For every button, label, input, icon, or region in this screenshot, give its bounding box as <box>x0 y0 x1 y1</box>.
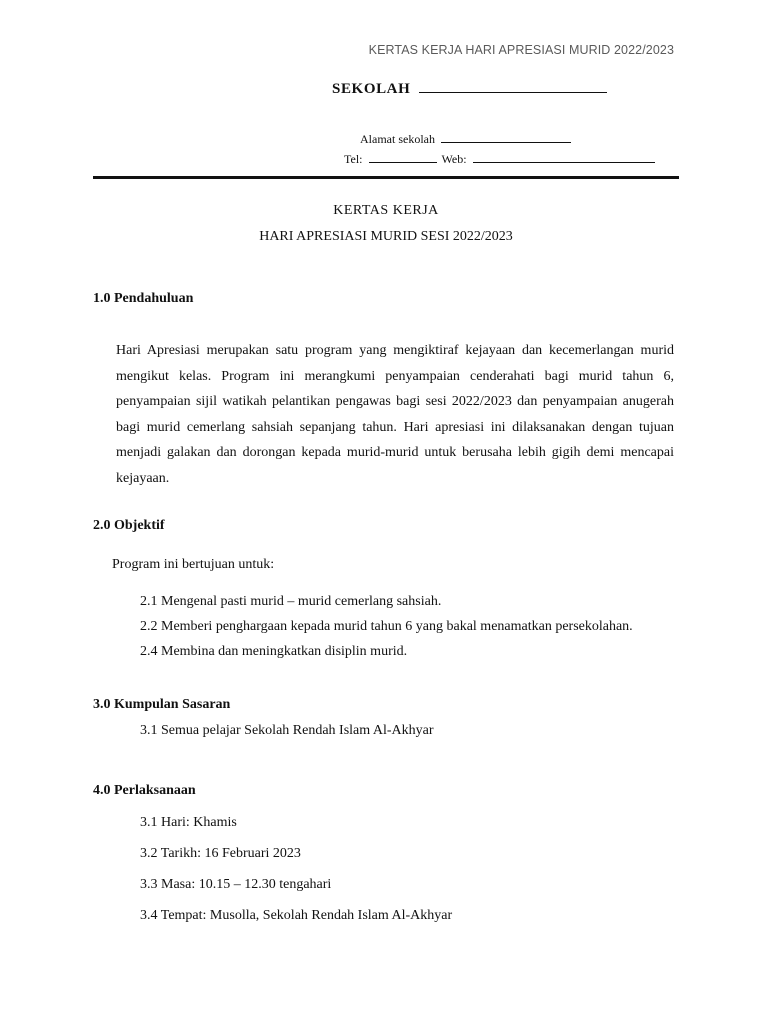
address-blank <box>441 130 571 143</box>
objektif-intro: Program ini bertujuan untuk: <box>112 557 275 572</box>
perlaksanaan-item: 3.1 Hari: Khamis <box>140 815 237 830</box>
objektif-item: 2.4 Membina dan meningkatkan disiplin murid. <box>140 644 408 659</box>
perlaksanaan-item: 3.4 Tempat: Musolla, Sekolah Rendah Islam Al-Akhyar <box>140 908 453 923</box>
school-name-line <box>332 80 607 98</box>
web-label: Web: <box>441 152 467 166</box>
perlaksanaan-item: 3.3 Masa: 10.15 – 12.30 tengahari <box>140 877 332 892</box>
document-title: KERTAS KERJA <box>333 203 439 218</box>
objektif-item: 2.1 Mengenal pasti murid – murid cemerlang sahsiah. <box>140 594 442 609</box>
web-blank <box>473 150 655 163</box>
school-label: SEKOLAH <box>332 81 411 97</box>
document-subtitle: HARI APRESIASI MURID SESI 2022/2023 <box>259 229 513 244</box>
letterhead-divider <box>93 176 679 179</box>
section-heading-objektif: 2.0 Objektif <box>93 518 165 533</box>
running-header: KERTAS KERJA HARI APRESIASI MURID 2022/2023 <box>368 43 674 57</box>
section-heading-pendahuluan: 1.0 Pendahuluan <box>93 291 194 306</box>
address-line <box>360 130 571 147</box>
pendahuluan-paragraph: Hari Apresiasi merupakan satu program yang mengiktiraf kejayaan dan kecemerlangan murid mengikut kelas. Program ini merangkumi penyampaian cenderahati bagi murid tahun 6, penyampaian sijil watikah pelantikan pengawas bagi sesi 2022/2023 dan penyampaian anugerah bagi murid cemerlang sahsiah sepanjang tahun. Hari apresiasi ini dilaksanakan dengan tujuan menjadi galakan dan dorongan kepada murid-murid untuk berusaha lebih gigih demi mencapai kejayaan. <box>116 343 674 486</box>
address-label: Alamat sekolah <box>360 132 435 146</box>
tel-label: Tel: <box>344 152 363 166</box>
section-heading-sasaran: 3.0 Kumpulan Sasaran <box>93 697 231 712</box>
section-heading-perlaksanaan: 4.0 Perlaksanaan <box>93 783 196 798</box>
tel-blank <box>369 150 437 163</box>
perlaksanaan-item: 3.2 Tarikh: 16 Februari 2023 <box>140 846 301 861</box>
objektif-item: 2.2 Memberi penghargaan kepada murid tahun 6 yang bakal menamatkan persekolahan. <box>140 619 633 634</box>
contact-line <box>344 150 655 167</box>
sasaran-item: 3.1 Semua pelajar Sekolah Rendah Islam Al-Akhyar <box>140 723 434 738</box>
school-name-blank <box>419 80 607 93</box>
